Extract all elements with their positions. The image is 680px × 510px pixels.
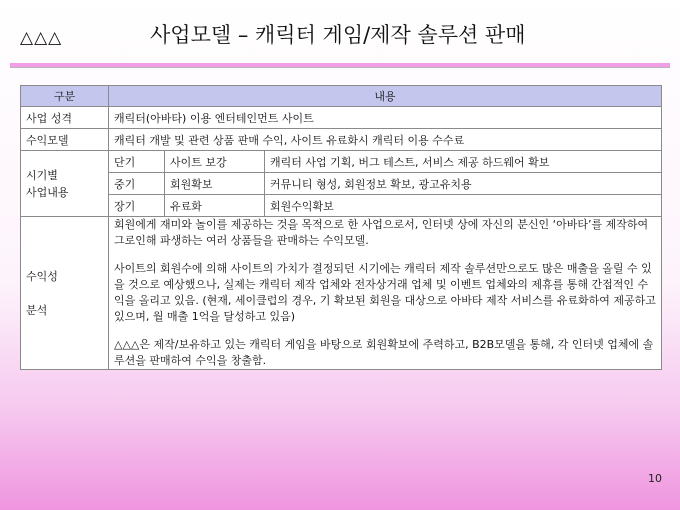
analysis-label-line1: 수익성 (26, 269, 58, 283)
phase-period: 단기 (109, 151, 165, 173)
analysis-label-line2: 분석 (26, 303, 48, 317)
phase-category: 회원확보 (165, 173, 265, 195)
phase-detail: 회원수익확보 (265, 195, 662, 217)
analysis-paragraph: △△△은 제작/보유하고 있는 캐릭터 게임을 바탕으로 회원확보에 주력하고, B2B모델을 통해, 각 인터넷 업체에 솔루션을 판매하여 수익을 창출함. (114, 338, 654, 367)
table-row (21, 107, 662, 129)
table-row (21, 129, 662, 151)
phase-label-line1: 시기별 (26, 168, 58, 182)
analysis-paragraph: 사이트의 회원수에 의해 사이트의 가치가 결정되던 시기에는 캐릭터 제작 솔루션만으로도 많은 매출을 올릴 수 있을 것으로 예상했으나, 실제는 캐릭터 제작 업체와 전자상거래 업체 및 이벤트 업체와의 제휴를 통해 간접적인 수익을 올리고 있음. (현재, 세이클럽의 경우, 기 확보된 회원을 대상으로 아바타 제작 서비스를 유료화하여 제공하고 있으며, 월 매출 1억을 달성하고 있음) (114, 262, 656, 323)
business-model-table (20, 85, 662, 370)
profitability-analysis (109, 217, 662, 370)
table-header-row (21, 86, 662, 107)
header-content: 내용 (109, 86, 662, 107)
row-value-business-nature: 캐릭터(아바타) 이용 엔터테인먼트 사이트 (109, 107, 662, 129)
row-label-phase-plan (21, 151, 109, 217)
header-category: 구분 (21, 86, 109, 107)
table-row (21, 217, 662, 370)
page-number: 10 (648, 472, 662, 485)
phase-category: 사이트 보강 (165, 151, 265, 173)
page-title: 사업모델 – 캐릭터 게임/제작 솔루션 판매 (150, 23, 526, 47)
row-label-profitability (21, 217, 109, 370)
table-row (21, 195, 662, 217)
phase-category: 유료화 (165, 195, 265, 217)
analysis-paragraph: 회원에게 재미와 놀이를 제공하는 것을 목적으로 한 사업으로서, 인터넷 상에 자신의 분신인 ‘아바타’를 제작하여 그로인해 파생하는 여러 상품들을 판매하는 수익모델. (114, 218, 649, 247)
phase-detail: 캐릭터 사업 기획, 버그 테스트, 서비스 제공 하드웨어 확보 (265, 151, 662, 173)
phase-period: 장기 (109, 195, 165, 217)
row-value-revenue-model: 캐릭터 개발 및 관련 상품 판매 수익, 사이트 유료화시 캐릭터 이용 수수료 (109, 129, 662, 151)
phase-detail: 커뮤니티 형성, 회원정보 확보, 광고유치용 (265, 173, 662, 195)
row-label-business-nature: 사업 성격 (21, 107, 109, 129)
row-label-revenue-model: 수익모델 (21, 129, 109, 151)
phase-label-line2: 사업내용 (26, 185, 69, 199)
title-divider-shadow (10, 67, 670, 68)
table-row (21, 173, 662, 195)
company-logo: △△△ (20, 28, 63, 48)
phase-period: 중기 (109, 173, 165, 195)
table-row (21, 151, 662, 173)
